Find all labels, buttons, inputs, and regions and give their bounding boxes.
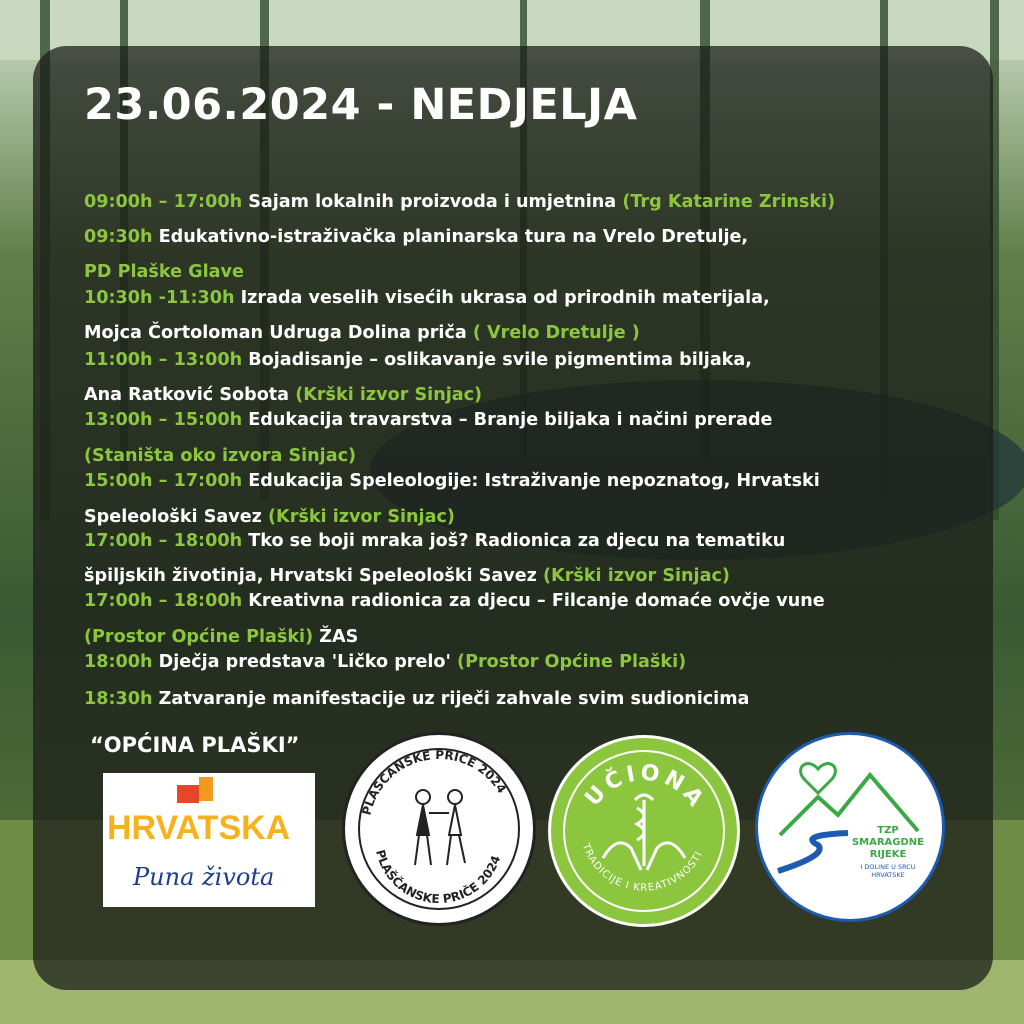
seal-ring-text-bottom: PLAŠČANSKE PRIČE 2024	[373, 848, 504, 907]
schedule-description: ŽAS	[313, 627, 359, 647]
schedule-line	[84, 260, 244, 284]
tzp-line4: I DOLINE U SRCU	[860, 863, 916, 871]
schedule-description: Dječja predstava 'Ličko prelo'	[152, 652, 458, 672]
tzp-smaragdne-rijeke-logo	[755, 732, 945, 922]
hrvatska-tagline: Puna života	[133, 863, 275, 891]
schedule-line	[84, 529, 785, 553]
uciona-name: UČIONA	[580, 760, 711, 815]
schedule-time: 09:00h – 17:00h	[84, 192, 243, 212]
schedule-description: Bojadisanje – oslikavanje svile pigmentima biljaka,	[242, 350, 752, 370]
schedule-line	[84, 589, 825, 613]
schedule-description: Sajam lokalnih proizvoda i umjetnina	[242, 192, 623, 212]
uciona-subtitle: TRADICIJE I KREATIVNOSTI	[579, 842, 706, 894]
schedule-time: 18:30h	[84, 689, 153, 709]
schedule-line	[84, 408, 772, 432]
schedule-line	[84, 190, 835, 214]
schedule-line	[84, 321, 640, 345]
schedule-line	[84, 469, 820, 493]
schedule-location: PD Plaške Glave	[84, 262, 244, 282]
schedule-line	[84, 564, 730, 588]
schedule-description: Izrada veselih visećih ukrasa od prirodnih materijala,	[234, 288, 770, 308]
seal-ring-text-top: PLAŠČANSKE PRIČE 2024	[359, 747, 510, 817]
schedule-location: (Krški izvor Sinjac)	[543, 566, 730, 586]
schedule-description: Ana Ratković Sobota	[84, 385, 296, 405]
schedule-line	[84, 225, 748, 249]
schedule-description: Speleološki Savez	[84, 507, 269, 527]
schedule-time: 11:00h – 13:00h	[84, 350, 243, 370]
schedule-location: (Krški izvor Sinjac)	[295, 385, 483, 405]
schedule-location: (Prostor Općine Plaški)	[84, 627, 314, 647]
river-icon	[778, 833, 848, 871]
schedule-location: ( Vrelo Dretulje )	[472, 323, 640, 343]
schedule-line	[84, 687, 749, 711]
hrvatska-wordmark	[107, 809, 290, 847]
schedule-time: 18:00h	[84, 652, 153, 672]
schedule-description: Mojca Čortoloman Udruga Dolina priča	[84, 323, 473, 343]
dancing-couple-icon	[415, 790, 465, 865]
schedule-description: Edukativno-istraživačka planinarska tura na Vrelo Dretulje,	[152, 227, 749, 247]
schedule-line	[84, 625, 358, 649]
hands-caduceus-icon	[603, 795, 685, 870]
uciona-logo	[548, 735, 740, 927]
schedule-time: 10:30h -11:30h	[84, 288, 235, 308]
schedule-time: 17:00h – 18:00h	[84, 591, 243, 611]
schedule-description: Kreativna radionica za djecu – Filcanje domaće ovčje vune	[242, 591, 825, 611]
schedule-time: 13:00h – 15:00h	[84, 410, 243, 430]
schedule-line	[84, 348, 752, 372]
schedule-location: (Trg Katarine Zrinski)	[622, 192, 836, 212]
schedule-line	[84, 505, 455, 529]
schedule-description: Zatvaranje manifestacije uz riječi zahvale svim sudionicima	[152, 689, 750, 709]
page-title: 23.06.2024 - NEDJELJA	[84, 80, 638, 130]
plascanske-price-seal	[342, 732, 536, 926]
svg-text:PLAŠČANSKE PRIČE 2024	[359, 748, 509, 817]
schedule-line	[84, 444, 356, 468]
schedule-description: Tko se boji mraka još? Radionica za djecu na tematiku	[242, 531, 786, 551]
tzp-line3: RIJEKE	[869, 849, 907, 860]
schedule-line	[84, 650, 686, 674]
schedule-time: 09:30h	[84, 227, 153, 247]
schedule-time: 17:00h – 18:00h	[84, 531, 243, 551]
schedule-time: 15:00h – 17:00h	[84, 471, 243, 491]
schedule-location: (Prostor Općine Plaški)	[457, 652, 687, 672]
hrvatska-word: HRVATSKA	[107, 809, 291, 847]
tzp-line2: SMARAGDNE	[851, 837, 925, 848]
schedule-line	[84, 383, 482, 407]
svg-text:PLAŠČANSKE PRIČE 2024	[373, 848, 503, 906]
schedule-line	[84, 286, 770, 310]
hrvatska-logo	[103, 773, 315, 907]
schedule-description: Edukacija travarstva – Branje biljaka i načini prerade	[242, 410, 773, 430]
schedule-description: Edukacija Speleologije: Istraživanje nepoznatog, Hrvatski	[242, 471, 820, 491]
schedule-location: (Krški izvor Sinjac)	[268, 507, 455, 527]
schedule-description: špiljskih životinja, Hrvatski Speleološki Savez	[84, 566, 544, 586]
tzp-line1: TZP	[877, 825, 899, 836]
opcina-plaski-label: “OPĆINA PLAŠKI”	[90, 733, 300, 757]
tzp-line5: HRVATSKE	[871, 871, 905, 879]
heart-icon	[801, 764, 836, 793]
svg-text:TRADICIJE I KREATIVNOSTI	[579, 841, 705, 893]
schedule-location: (Staništa oko izvora Sinjac)	[84, 446, 357, 466]
